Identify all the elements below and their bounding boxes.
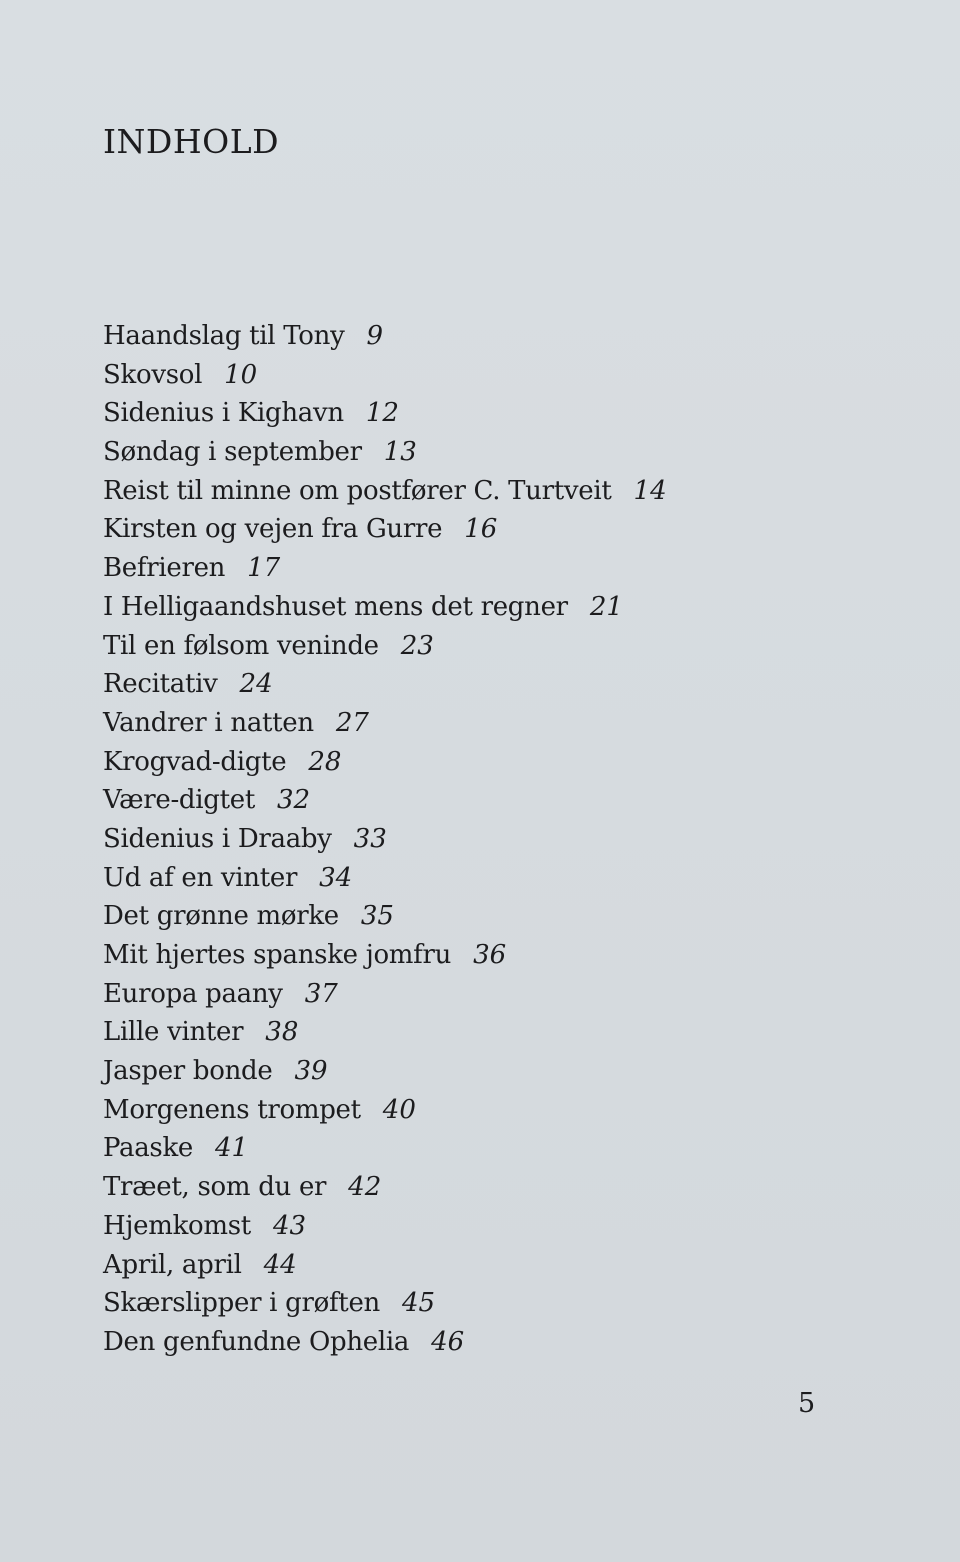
toc-entry xyxy=(103,394,803,433)
entry-page-number: 39 xyxy=(294,1056,328,1087)
entry-title: Paaske xyxy=(103,1133,194,1164)
entry-page-number: 45 xyxy=(401,1288,436,1319)
toc-entry xyxy=(103,627,803,666)
toc-entry xyxy=(103,510,803,549)
toc-entry xyxy=(103,356,803,395)
entry-page-number: 40 xyxy=(382,1094,416,1125)
entry-page-number: 16 xyxy=(464,514,498,545)
toc-entry xyxy=(103,936,803,975)
entry-title: Europa paany xyxy=(103,978,283,1009)
entry-page-number: 14 xyxy=(633,475,667,506)
entry-page-number: 42 xyxy=(348,1172,382,1203)
entry-page-number: 34 xyxy=(319,862,353,893)
toc-entry xyxy=(103,549,803,588)
toc-entry xyxy=(103,781,803,820)
entry-page-number: 33 xyxy=(353,823,387,854)
entry-title: I Helligaandshuset mens det regner xyxy=(103,591,568,622)
entry-page-number: 9 xyxy=(366,321,384,351)
entry-page-number: 41 xyxy=(215,1133,249,1164)
toc-entry xyxy=(103,1052,803,1091)
entry-title: Det grønne mørke xyxy=(103,901,339,932)
toc-entry xyxy=(103,1129,803,1168)
entry-title: Til en følsom veninde xyxy=(103,630,379,661)
entry-title: Skærslipper i grøften xyxy=(103,1288,380,1319)
toc-entry xyxy=(103,317,803,356)
entry-page-number: 27 xyxy=(335,707,369,738)
toc-entry xyxy=(103,897,803,936)
entry-page-number: 38 xyxy=(265,1017,299,1048)
entry-title: Søndag i september xyxy=(103,437,362,468)
entry-title: Den genfundne Ophelia xyxy=(103,1326,410,1357)
entry-page-number: 28 xyxy=(308,746,342,777)
toc-entry xyxy=(103,472,803,511)
toc-entry xyxy=(103,1284,803,1323)
entry-page-number: 46 xyxy=(431,1326,465,1357)
entry-title: Krogvad-digte xyxy=(103,746,287,777)
entry-title: April, april xyxy=(103,1249,242,1280)
table-of-contents xyxy=(103,317,803,1362)
toc-entry xyxy=(103,1246,803,1285)
toc-entry xyxy=(103,1323,803,1362)
entry-title: Ud af en vinter xyxy=(103,862,298,893)
entry-page-number: 21 xyxy=(589,591,623,622)
entry-title: Træet, som du er xyxy=(103,1172,327,1203)
entry-page-number: 37 xyxy=(304,978,338,1009)
toc-entry xyxy=(103,743,803,782)
toc-entry xyxy=(103,1207,803,1246)
entry-title: Skovsol xyxy=(103,359,203,390)
entry-title: Hjemkomst xyxy=(103,1210,251,1241)
entry-page-number: 43 xyxy=(272,1210,307,1241)
entry-title: Recitativ xyxy=(103,669,218,700)
page-number: 5 xyxy=(798,1388,816,1419)
toc-entry xyxy=(103,704,803,743)
entry-page-number: 44 xyxy=(263,1249,297,1280)
entry-page-number: 35 xyxy=(360,901,394,932)
entry-page-number: 32 xyxy=(277,785,311,816)
entry-page-number: 17 xyxy=(247,553,281,584)
entry-page-number: 13 xyxy=(383,437,417,468)
toc-entry xyxy=(103,975,803,1014)
entry-title: Befrieren xyxy=(103,553,226,584)
entry-page-number: 24 xyxy=(239,669,273,700)
entry-title: Vandrer i natten xyxy=(103,707,314,738)
toc-entry xyxy=(103,859,803,898)
entry-page-number: 10 xyxy=(224,359,258,390)
toc-entry xyxy=(103,433,803,472)
toc-entry xyxy=(103,820,803,859)
entry-title: Sidenius i Kighavn xyxy=(103,398,344,429)
toc-entry xyxy=(103,588,803,627)
entry-title: Jasper bonde xyxy=(103,1056,273,1087)
entry-title: Kirsten og vejen fra Gurre xyxy=(103,514,443,545)
entry-title: Lille vinter xyxy=(103,1017,244,1048)
toc-entry xyxy=(103,665,803,704)
toc-entry xyxy=(103,1013,803,1052)
entry-page-number: 12 xyxy=(365,398,399,429)
entry-title: Reist til minne om postfører C. Turtveit xyxy=(103,475,612,506)
page-heading: INDHOLD xyxy=(103,122,280,161)
entry-title: Være-digtet xyxy=(103,785,256,816)
entry-title: Mit hjertes spanske jomfru xyxy=(103,940,452,970)
entry-title: Sidenius i Draaby xyxy=(103,823,332,854)
entry-title: Haandslag til Tony xyxy=(103,321,345,351)
toc-entry xyxy=(103,1091,803,1130)
entry-page-number: 36 xyxy=(473,940,507,970)
entry-title: Morgenens trompet xyxy=(103,1094,361,1125)
toc-entry xyxy=(103,1168,803,1207)
entry-page-number: 23 xyxy=(400,630,434,661)
